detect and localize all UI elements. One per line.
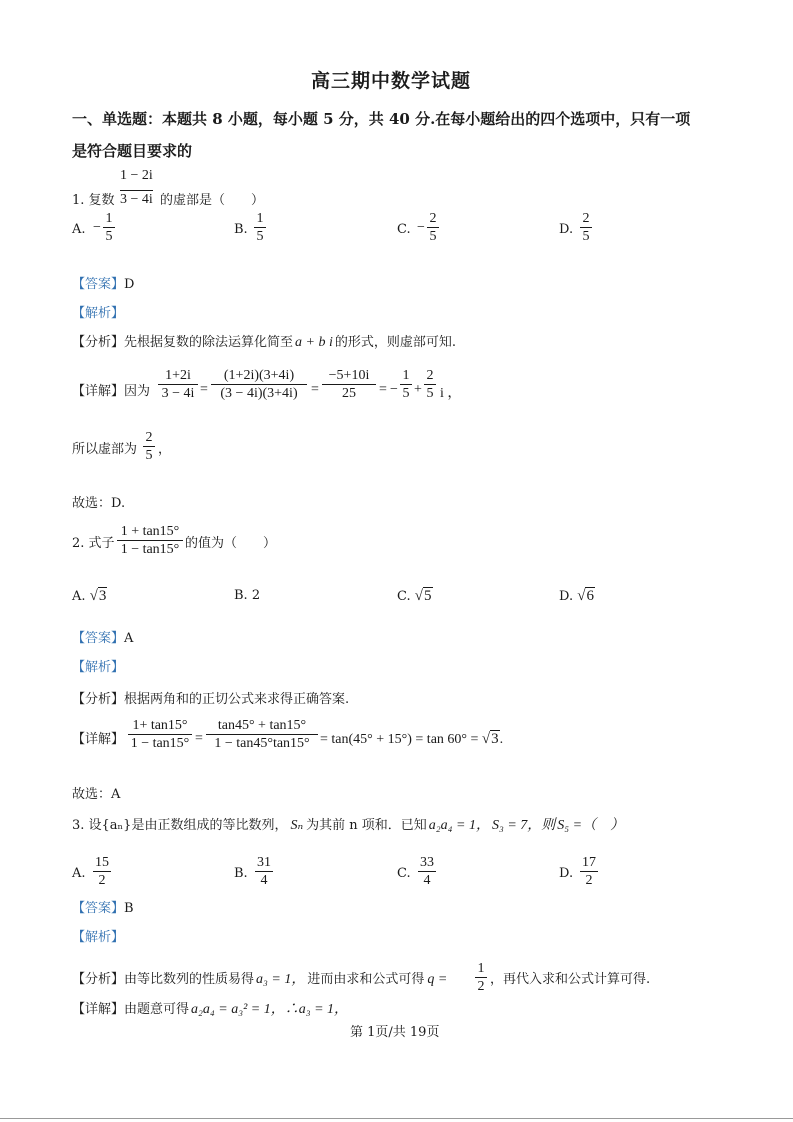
q3-option-d-num: 17 (582, 855, 596, 870)
q1-detail-frac5 (424, 368, 436, 401)
q2-d2-num: tan45° + tan15° (217, 718, 307, 733)
q3-cond2: S₃ = 7，则 (491, 818, 556, 833)
q2-prefix: 2. 式子 (72, 536, 115, 551)
q1-option-a-sign: − (93, 220, 101, 235)
q1-numerator: 1 − 2i (120, 168, 153, 183)
q1-eq3: = (379, 382, 387, 397)
q1-option-b-den: 5 (256, 229, 264, 244)
q1-option-b-label: B. (234, 222, 248, 237)
q2-eq1: = (195, 731, 203, 746)
q2-option-c-value: 5 (424, 588, 432, 604)
q2-option-a-value: 3 (98, 588, 107, 604)
q2-detail-sqrt-value: 3 (491, 731, 499, 747)
q3-option-b-fraction (255, 855, 273, 888)
q2-answer-value: A (124, 631, 134, 646)
q1-imag-num: 2 (145, 430, 153, 445)
q2-d1-num: 1+ tan15° (132, 718, 188, 733)
q3-option-a-fraction (93, 855, 111, 888)
q1-fenxi-expr: a + b i (295, 335, 333, 350)
q3-fenxi-q: q = (427, 972, 448, 987)
q1-plus: + (414, 382, 422, 397)
q1-option-d-label: D. (559, 222, 574, 237)
q1-f4-num: 1 (402, 368, 410, 383)
q1-fenxi-text: 先根据复数的除法运算化简至 (124, 335, 294, 350)
q2-analysis-tag: 【解析】 (72, 660, 125, 675)
q1-imag-frac (143, 430, 155, 463)
q1-detail-frac1 (158, 368, 198, 401)
q1-option-d-num: 2 (582, 211, 590, 226)
q1-detail-frac4 (400, 368, 412, 401)
q1-answer (72, 277, 134, 293)
q1-option-a-den: 5 (105, 229, 113, 244)
q1-option-b-num: 1 (256, 211, 264, 226)
section-heading-line2: 是符合题目要求的 (72, 142, 193, 160)
q2-suffix: 的值为（ ） (185, 536, 277, 551)
q1-option-c-num: 2 (429, 211, 437, 226)
q1-option-c-label: C. (397, 222, 411, 237)
q1-eq1: = (200, 382, 208, 397)
q3-option-c-den: 4 (423, 873, 431, 888)
q1-answer-value: D (124, 277, 135, 292)
q3-option-b-num: 31 (257, 855, 271, 870)
q3-fenxi-q-num: 1 (477, 961, 485, 976)
q2-option-c-sqrt: √5 (414, 588, 432, 604)
q1-suffix: 的虚部是（ ） (160, 193, 265, 208)
q2-detail-frac2 (206, 718, 318, 751)
q1-f5-num: 2 (426, 368, 434, 383)
q1-f3-den: 25 (342, 386, 356, 401)
q2-d2-den: 1 − tan45°tan15° (214, 736, 310, 751)
q3-detail (72, 1002, 348, 1018)
q2-option-d-label: D. (559, 589, 574, 604)
q3-option-d-label: D. (559, 866, 574, 881)
q1-f3-num: −5+10i (328, 368, 370, 383)
q1-denominator: 3 − 4i (120, 192, 153, 207)
q1-detail-pre: 因为 (124, 384, 151, 399)
q2-detail-rest-text: = tan(45° + 15°) = tan 60° = (320, 732, 479, 747)
q2-fenxi (72, 692, 349, 708)
q1-analysis-tag: 【解析】 (72, 306, 125, 321)
q1-f2-num: (1+2i)(3+4i) (223, 368, 295, 383)
q2-option-c (397, 588, 433, 605)
q2-detail-rest (320, 731, 503, 748)
q3-cond1: a₂a₄ = 1， (428, 818, 490, 833)
q1-option-d-den: 5 (582, 229, 590, 244)
page-footer: 第 1页/共 19页 (350, 1025, 440, 1040)
q2-option-a (72, 588, 107, 605)
q3-option-c-label: C. (397, 866, 411, 881)
q2-detail-tag: 【详解】 (72, 732, 125, 747)
q3-sn: Sₙ (290, 818, 304, 833)
q2-option-a-sqrt: √3 (89, 588, 107, 604)
q2-fenxi-tag: 【分析】 (72, 692, 125, 707)
q2-detail-sqrt: √3 (481, 731, 499, 747)
q2-num: 1 + tan15° (120, 524, 180, 539)
q1-i-tail: i ， (440, 386, 462, 401)
q2-option-b: B. 2 (234, 588, 261, 603)
q1-option-a-label: A. (72, 222, 86, 237)
q3-option-b-den: 4 (260, 873, 268, 888)
q1-fenxi (72, 335, 456, 351)
q2-fenxi-text: 根据两角和的正切公式来求得正确答案. (124, 692, 350, 707)
q3-fenxi-a3: a₃ = 1， (256, 972, 306, 987)
q1-f1-num: 1+2i (165, 368, 191, 383)
q2-answer-tag: 【答案】 (72, 631, 125, 646)
q3-stem (72, 818, 624, 834)
q3-detail-pre: 由题意可得 (124, 1002, 190, 1017)
q3-option-c-fraction (418, 855, 436, 888)
q1-imag-post: ， (158, 442, 172, 457)
q3-cond3: S₅ =（ ） (557, 818, 625, 833)
q2-option-c-label: C. (397, 589, 411, 604)
q1-answer-tag: 【答案】 (72, 277, 125, 292)
q1-option-a-num: 1 (105, 211, 113, 226)
q3-answer-tag: 【答案】 (72, 901, 125, 916)
q2-detail-frac1 (128, 718, 192, 751)
q1-option-b-fraction (254, 211, 266, 244)
q2-fraction (117, 524, 183, 557)
q3-fenxi-pre: 由等比数列的性质易得 (124, 972, 255, 987)
q1-choice: 故选：D. (72, 496, 126, 511)
q2-choice: 故选：A (72, 787, 121, 802)
q1-prefix: 1. 复数 (72, 193, 115, 208)
q2-detail-end: . (499, 732, 504, 747)
q3-option-b-label: B. (234, 866, 248, 881)
q1-detail-tag-text: 【详解】 (72, 384, 125, 399)
q3-option-c-num: 33 (420, 855, 434, 870)
q1-imag-pre: 所以虚部为 (72, 442, 138, 457)
q3-detail-tag: 【详解】 (72, 1002, 125, 1017)
q3-answer (72, 901, 134, 917)
q3-fenxi-mid: 进而由求和公式可得 (307, 972, 425, 987)
page-title: 高三期中数学试题 (311, 70, 472, 92)
q3-option-d-fraction (580, 855, 598, 888)
q3-stem-pre: 3. 设{aₙ}是由正数组成的等比数列， (72, 818, 288, 833)
q3-detail-expr: a₂a₄ = a₃² = 1，∴a₃ = 1， (191, 1002, 349, 1017)
q3-stem-mid: 为其前 n 项和．已知 (306, 818, 427, 833)
q3-option-a-den: 2 (98, 873, 106, 888)
q1-imag-den: 5 (145, 448, 153, 463)
q1-f2-den: (3 − 4i)(3+4i) (220, 386, 298, 401)
q1-detail-frac3 (322, 368, 376, 401)
q2-option-a-label: A. (72, 589, 86, 604)
q1-f5-den: 5 (426, 386, 434, 401)
q1-option-c-fraction (427, 211, 439, 244)
q3-fenxi-tag: 【分析】 (72, 972, 125, 987)
q1-f4-den: 5 (402, 386, 410, 401)
q1-detail-tag (72, 384, 150, 400)
q2-option-d (559, 588, 595, 605)
q3-analysis-tag: 【解析】 (72, 930, 125, 945)
q3-option-a-num: 15 (95, 855, 109, 870)
q2-answer (72, 631, 133, 647)
q3-fenxi-q-den: 2 (477, 979, 485, 994)
q3-fenxi-q-fraction (475, 961, 487, 994)
q1-fenxi-post: 的形式，则虚部可知. (334, 335, 457, 350)
q3-option-a-label: A. (72, 866, 86, 881)
page-bottom-divider (0, 1118, 793, 1119)
q3-answer-value: B (124, 901, 134, 916)
q1-option-d-fraction (580, 211, 592, 244)
q1-option-c-den: 5 (429, 229, 437, 244)
q3-fenxi (72, 972, 447, 988)
q2-d1-den: 1 − tan15° (130, 736, 190, 751)
q2-option-d-value: 6 (586, 588, 594, 604)
q1-minus: − (390, 382, 398, 397)
q1-eq2: = (311, 382, 319, 397)
q2-option-d-sqrt: √6 (577, 588, 594, 604)
q1-f1-den: 3 − 4i (161, 386, 195, 401)
q1-option-a-fraction (103, 211, 115, 244)
q1-option-c-sign: − (417, 220, 425, 235)
q3-fenxi-post: ，再代入求和公式计算可得. (490, 972, 651, 987)
section-heading-line1: 一、单选题：本题共 8 小题，每小题 5 分，共 40 分.在每小题给出的四个选项中，只有一项 (72, 110, 691, 128)
q3-option-d-den: 2 (585, 873, 593, 888)
q2-den: 1 − tan15° (120, 542, 180, 557)
q1-detail-frac2 (211, 368, 307, 401)
q1-fenxi-tag: 【分析】 (72, 335, 125, 350)
